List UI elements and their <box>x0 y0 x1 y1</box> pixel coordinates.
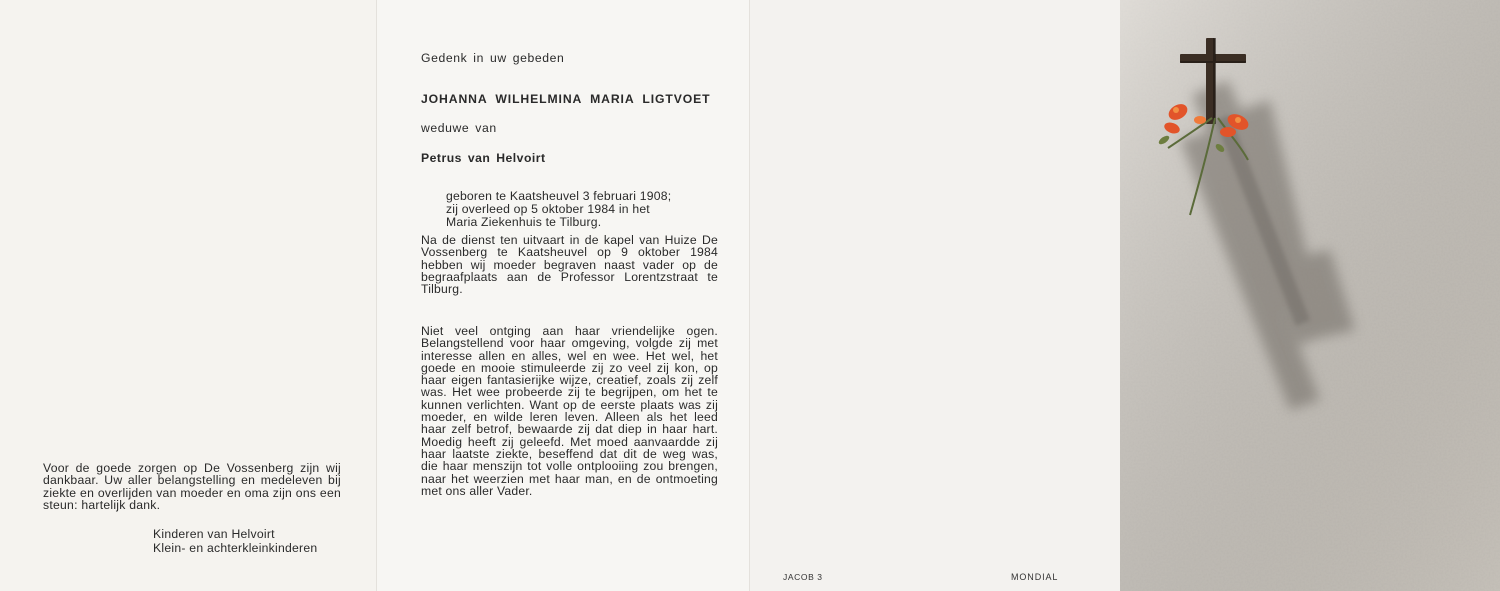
thanks-text: Voor de goede zorgen op De Vossenberg zijn wij dankbaar. Uw aller belangstelling en medeleven bij ziekte en overlijden van moeder en oma zijn ons een steun: hartelijk dank. <box>43 461 341 512</box>
memorial-poem: Niet veel ontging aan haar vriendelijke ogen. Belangstellend voor haar omgeving, volgde zij met interesse allen en alles, wel en wee. Het wel, het goede en mooie stimuleerde zij zo veel zij kon, op haar eigen fantasierijke wijze, creatief, zoals zij zelf was. Het wee probeerde zij te begrijpen, om het te kunnen verlichten. Want op de eerste plaats was zij moeder, en wilde leren leven. Alleen als het leed haar zelf betrof, bewaarde zij dat diep in haar hart. Moedig heeft zij geleefd. Met moed aanvaardde zij haar laatste ziekte, beseffend dat dit de weg was, die haar menszijn tot volle ontplooiing zou brengen, naar het weerzien met haar man, en de ontmoeting met ons aller Vader. <box>421 324 718 498</box>
birth-line: zij overleed op 5 oktober 1984 in het <box>446 202 650 216</box>
center-panel <box>376 0 750 591</box>
husband-name: Petrus van Helvoirt <box>421 151 546 165</box>
signature-block <box>153 528 317 555</box>
funeral-text: Na de dienst ten uitvaart in de kapel van Huize De Vossenberg te Kaatsheuvel op 9 oktober 1984 hebben wij moeder begraven naast vader op de begraafplaats aan de Professor Lorentzstraat te Tilburg. <box>421 233 718 297</box>
back-panel <box>749 0 1121 591</box>
birth-line: geboren te Kaatsheuvel 3 februari 1908; <box>446 189 672 203</box>
widow-of-text: weduwe van <box>421 121 497 135</box>
birth-death-info <box>446 190 671 229</box>
signature-line: Kinderen van Helvoirt <box>153 527 275 541</box>
printer-name: MONDIAL <box>1011 572 1059 582</box>
left-panel <box>0 0 376 591</box>
birth-line: Maria Ziekenhuis te Tilburg. <box>446 215 602 229</box>
signature-line: Klein- en achterkleinkinderen <box>153 540 318 555</box>
cover-photo <box>1120 0 1500 591</box>
deceased-name: JOHANNA WILHELMINA MARIA LIGTVOET <box>421 92 711 106</box>
cross-photo <box>1120 0 1500 591</box>
print-code: JACOB 3 <box>783 572 823 582</box>
intro-text: Gedenk in uw gebeden <box>421 51 565 65</box>
